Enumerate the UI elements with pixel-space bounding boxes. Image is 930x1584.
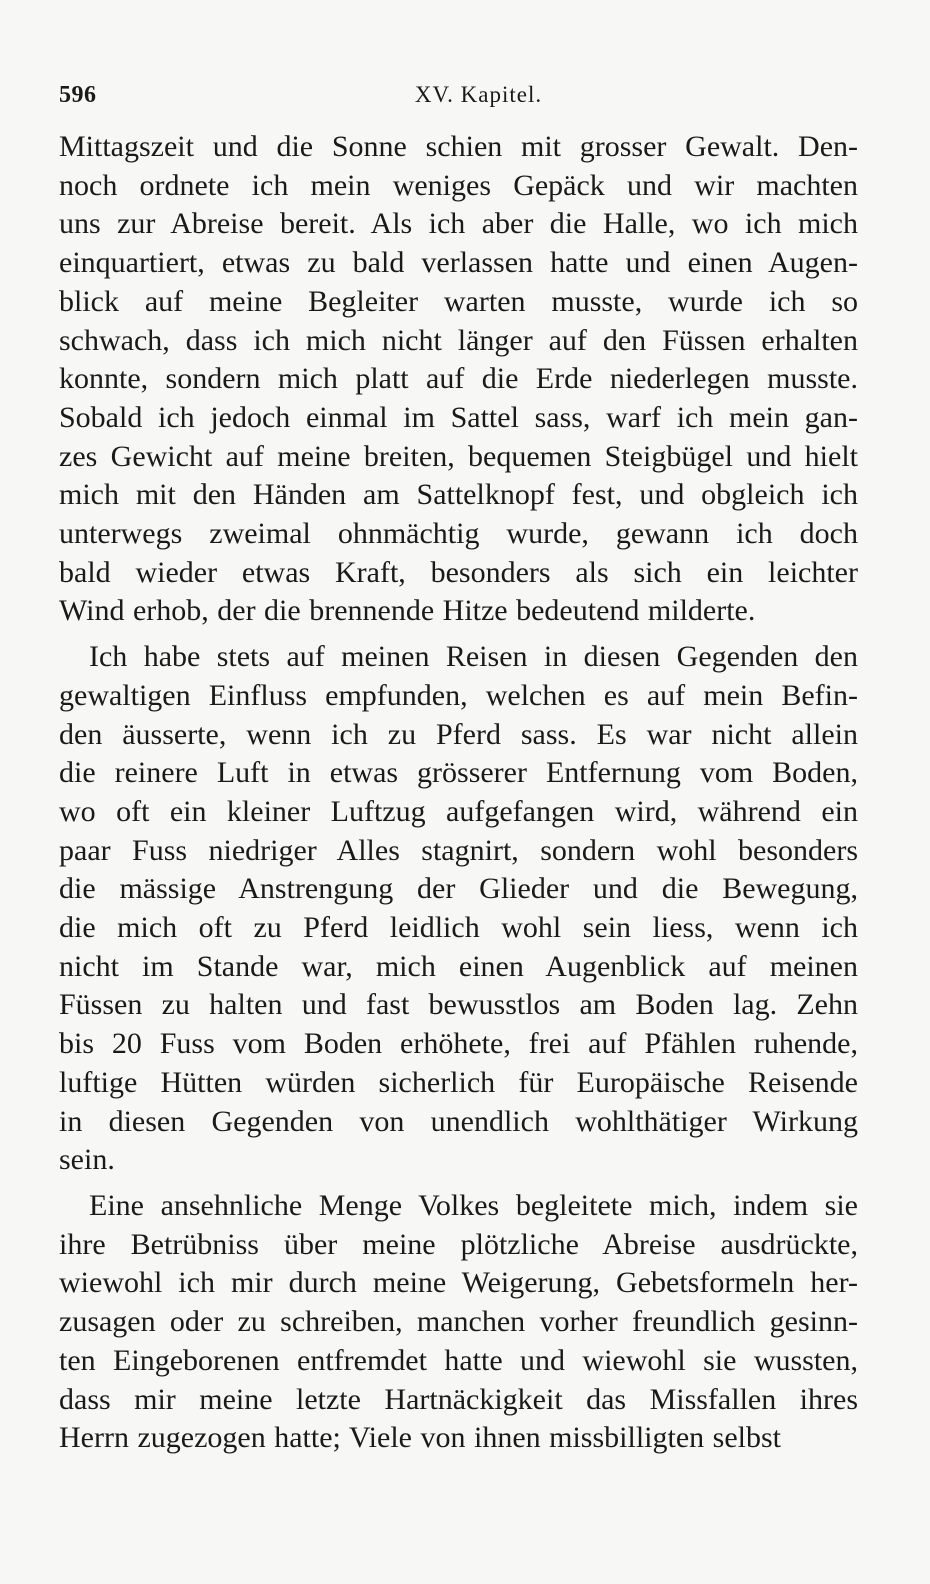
paragraph-1 xyxy=(59,128,858,631)
text-line: paar Fuss niedriger Alles stagnirt, sondern wohl besonders xyxy=(59,833,858,867)
text-line: mich mit den Händen am Sattelknopf fest, und obgleich ich xyxy=(59,478,858,512)
text-line: konnte, sondern mich platt auf die Erde niederlegen musste. xyxy=(59,362,858,396)
text-line: einquartiert, etwas zu bald verlassen hatte und einen Augen- xyxy=(59,246,858,280)
text-line: Herrn zugezogen hatte; Viele von ihnen missbilligten selbst xyxy=(59,1421,781,1455)
text-line: nicht im Stande war, mich einen Augenblick auf meinen xyxy=(59,949,858,983)
text-line: Eine ansehnliche Menge Volkes begleitete mich, indem sie xyxy=(89,1188,858,1222)
page-number: 596 xyxy=(59,82,97,108)
text-line: luftige Hütten würden sicherlich für Europäische Reisende xyxy=(59,1065,858,1099)
text-line: schwach, dass ich mich nicht länger auf den Füssen erhalten xyxy=(59,323,858,357)
text-line: Mittagszeit und die Sonne schien mit grosser Gewalt. Den- xyxy=(59,130,858,163)
text-line: ten Eingeborenen entfremdet hatte und wiewohl sie wussten, xyxy=(59,1343,858,1377)
paragraph-2 xyxy=(59,638,858,1180)
text-line: zusagen oder zu schreiben, manchen vorher freundlich gesinn- xyxy=(59,1305,858,1339)
text-line: ihre Betrübniss über meine plötzliche Abreise ausdrückte, xyxy=(59,1227,858,1261)
running-head xyxy=(59,82,858,116)
text-line: blick auf meine Begleiter warten musste, wurde ich so xyxy=(59,284,858,318)
text-line: unterwegs zweimal ohnmächtig wurde, gewann ich doch xyxy=(59,517,858,551)
text-line: bald wieder etwas Kraft, besonders als sich ein leichter xyxy=(59,555,858,589)
text-line: wiewohl ich mir durch meine Weigerung, Gebetsformeln her- xyxy=(59,1266,858,1300)
chapter-title: XV. Kapitel. xyxy=(414,82,543,107)
text-line: uns zur Abreise bereit. Als ich aber die Halle, wo ich mich xyxy=(59,207,858,241)
body-text xyxy=(59,128,858,1458)
text-line: in diesen Gegenden von unendlich wohlthätiger Wirkung xyxy=(59,1104,858,1138)
text-line: Sobald ich jedoch einmal im Sattel sass, warf ich mein gan- xyxy=(59,400,858,434)
text-line: wo oft ein kleiner Luftzug aufgefangen wird, während ein xyxy=(59,794,858,828)
text-line: gewaltigen Einfluss empfunden, welchen es auf mein Befin- xyxy=(59,678,858,712)
text-line: den äusserte, wenn ich zu Pferd sass. Es war nicht allein xyxy=(59,717,858,751)
text-line: die reinere Luft in etwas grösserer Entfernung vom Boden, xyxy=(59,756,858,790)
text-line: noch ordnete ich mein weniges Gepäck und wir machten xyxy=(59,168,858,202)
text-line: Füssen zu halten und fast bewusstlos am Boden lag. Zehn xyxy=(59,988,858,1022)
text-line: dass mir meine letzte Hartnäckigkeit das Missfallen ihres xyxy=(59,1382,858,1416)
text-line: die mich oft zu Pferd leidlich wohl sein liess, wenn ich xyxy=(59,911,858,945)
text-line: Wind erhob, der die brennende Hitze bedeutend milderte. xyxy=(59,594,756,628)
text-line: Ich habe stets auf meinen Reisen in diesen Gegenden den xyxy=(89,640,858,674)
text-line: sein. xyxy=(59,1143,115,1177)
text-line: bis 20 Fuss vom Boden erhöhete, frei auf Pfählen ruhende, xyxy=(59,1027,858,1061)
text-line: zes Gewicht auf meine breiten, bequemen Steigbügel und hielt xyxy=(59,439,858,473)
paragraph-3 xyxy=(59,1187,858,1458)
text-line: die mässige Anstrengung der Glieder und die Bewegung, xyxy=(59,872,858,906)
